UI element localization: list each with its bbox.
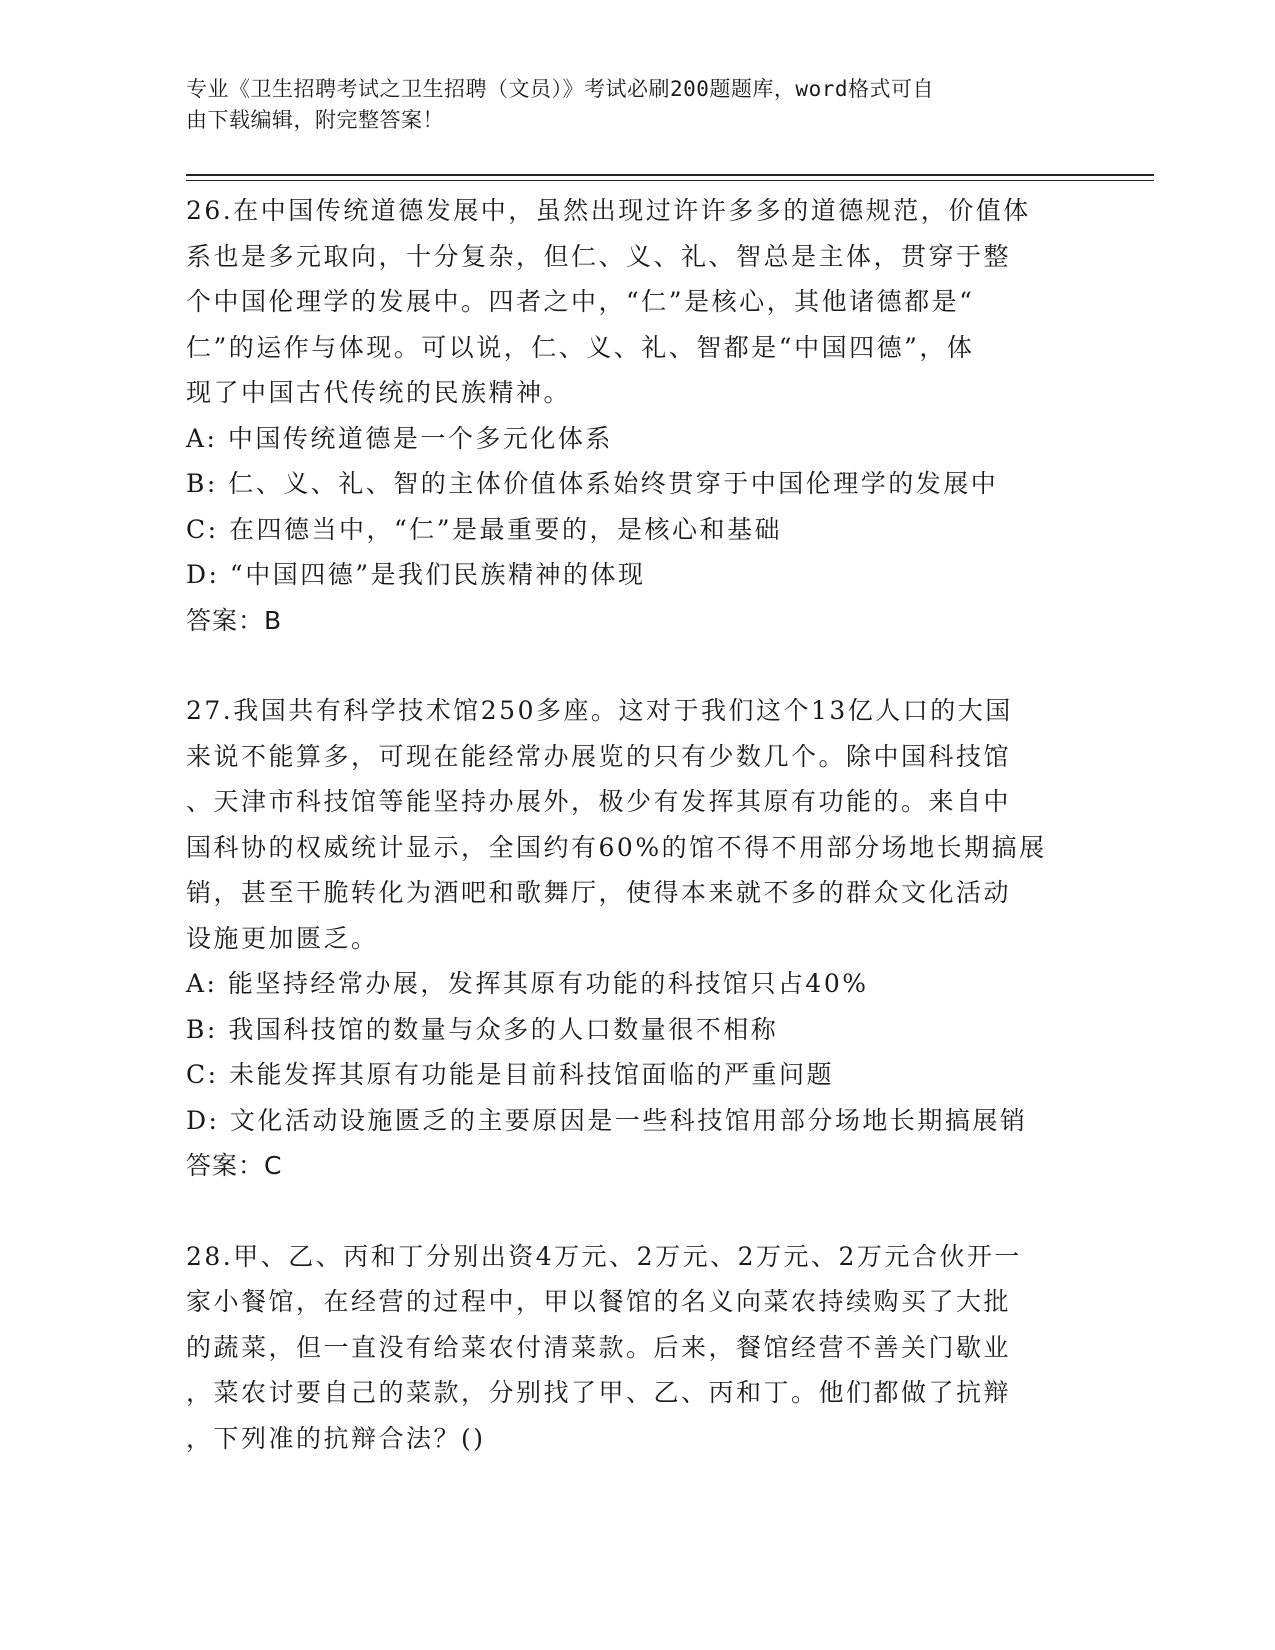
question-text: [186, 688, 1086, 961]
question-line: ，菜农讨要自己的菜款，分别找了甲、乙、丙和丁。他们都做了抗辩: [186, 1378, 1012, 1407]
question-line: 国科协的权威统计显示，全国约有60%的馆不得不用部分场地长期搞展: [186, 832, 1047, 862]
answer-label: 答案：B: [186, 605, 283, 635]
question-line: 、天津市科技馆等能坚持办展外，极少有发挥其原有功能的。来自中: [186, 787, 1012, 816]
question-text: [186, 1234, 1086, 1462]
question-line: 设施更加匮乏。: [186, 923, 379, 953]
question-line: 仁”的运作与体现。可以说，仁、义、礼、智都是“中国四德”，体: [186, 332, 975, 362]
spacer: [186, 643, 1086, 688]
option-b: B: 我国科技馆的数量与众多的人口数量很不相称: [186, 1014, 779, 1044]
question-text: [186, 188, 1086, 416]
question-block: [186, 688, 1086, 1189]
option-c: C: 在四德当中，“仁”是最重要的，是核心和基础: [186, 514, 783, 544]
header-divider-thin: [186, 180, 1154, 181]
option-d: D: 文化活动设施匮乏的主要原因是一些科技馆用部分场地长期搞展销: [186, 1105, 1028, 1135]
question-line: 家小餐馆，在经营的过程中，甲以餐馆的名义向菜农持续购买了大批: [186, 1287, 1012, 1316]
option-a: A: 能坚持经常办展，发挥其原有功能的科技馆只占40%: [186, 969, 869, 998]
question-line: 的蔬菜，但一直没有给菜农付清菜款。后来，餐馆经营不善关门歇业: [186, 1332, 1012, 1362]
question-line: 26.在中国传统道德发展中，虽然出现过许许多多的道德规范，价值体: [186, 196, 1031, 225]
option-a: A: 中国传统道德是一个多元化体系: [186, 423, 613, 453]
header-line: 由下载编辑，附完整答案！: [186, 108, 444, 132]
option-c: C: 未能发挥其原有功能是目前科技馆面临的严重问题: [186, 1060, 835, 1089]
question-line: 个中国伦理学的发展中。四者之中，“仁”是核心，其他诸德都是“: [186, 287, 975, 316]
question-list: [186, 188, 1086, 1461]
question-line: 来说不能算多，可现在能经常办展览的只有少数几个。除中国科技馆: [186, 741, 1012, 771]
option-b: B: 仁、义、礼、智的主体价值体系始终贯穿于中国伦理学的发展中: [186, 469, 999, 498]
question-line: 28.甲、乙、丙和丁分别出资4万元、2万元、2万元、2万元合伙开一: [186, 1241, 1022, 1271]
header-divider: [186, 174, 1154, 176]
option-d: D: “中国四德”是我们民族精神的体现: [186, 560, 646, 589]
question-line: ，下列准的抗辩合法？(): [186, 1423, 486, 1453]
question-block: [186, 1234, 1086, 1462]
question-line: 现了中国古代传统的民族精神。: [186, 378, 572, 407]
question-line: 销，甚至干脆转化为酒吧和歌舞厅，使得本来就不多的群众文化活动: [186, 878, 1012, 907]
document-header: [186, 74, 1086, 136]
question-line: 系也是多元取向，十分复杂，但仁、义、礼、智总是主体，贯穿于整: [186, 241, 1012, 271]
header-line: 专业《卫生招聘考试之卫生招聘（文员）》考试必刷200题题库，word格式可自: [186, 77, 934, 101]
spacer: [186, 1189, 1086, 1234]
answer-label: 答案：C: [186, 1151, 283, 1180]
question-line: 27.我国共有科学技术馆250多座。这对于我们这个13亿人口的大国: [186, 696, 1013, 725]
question-block: [186, 188, 1086, 643]
